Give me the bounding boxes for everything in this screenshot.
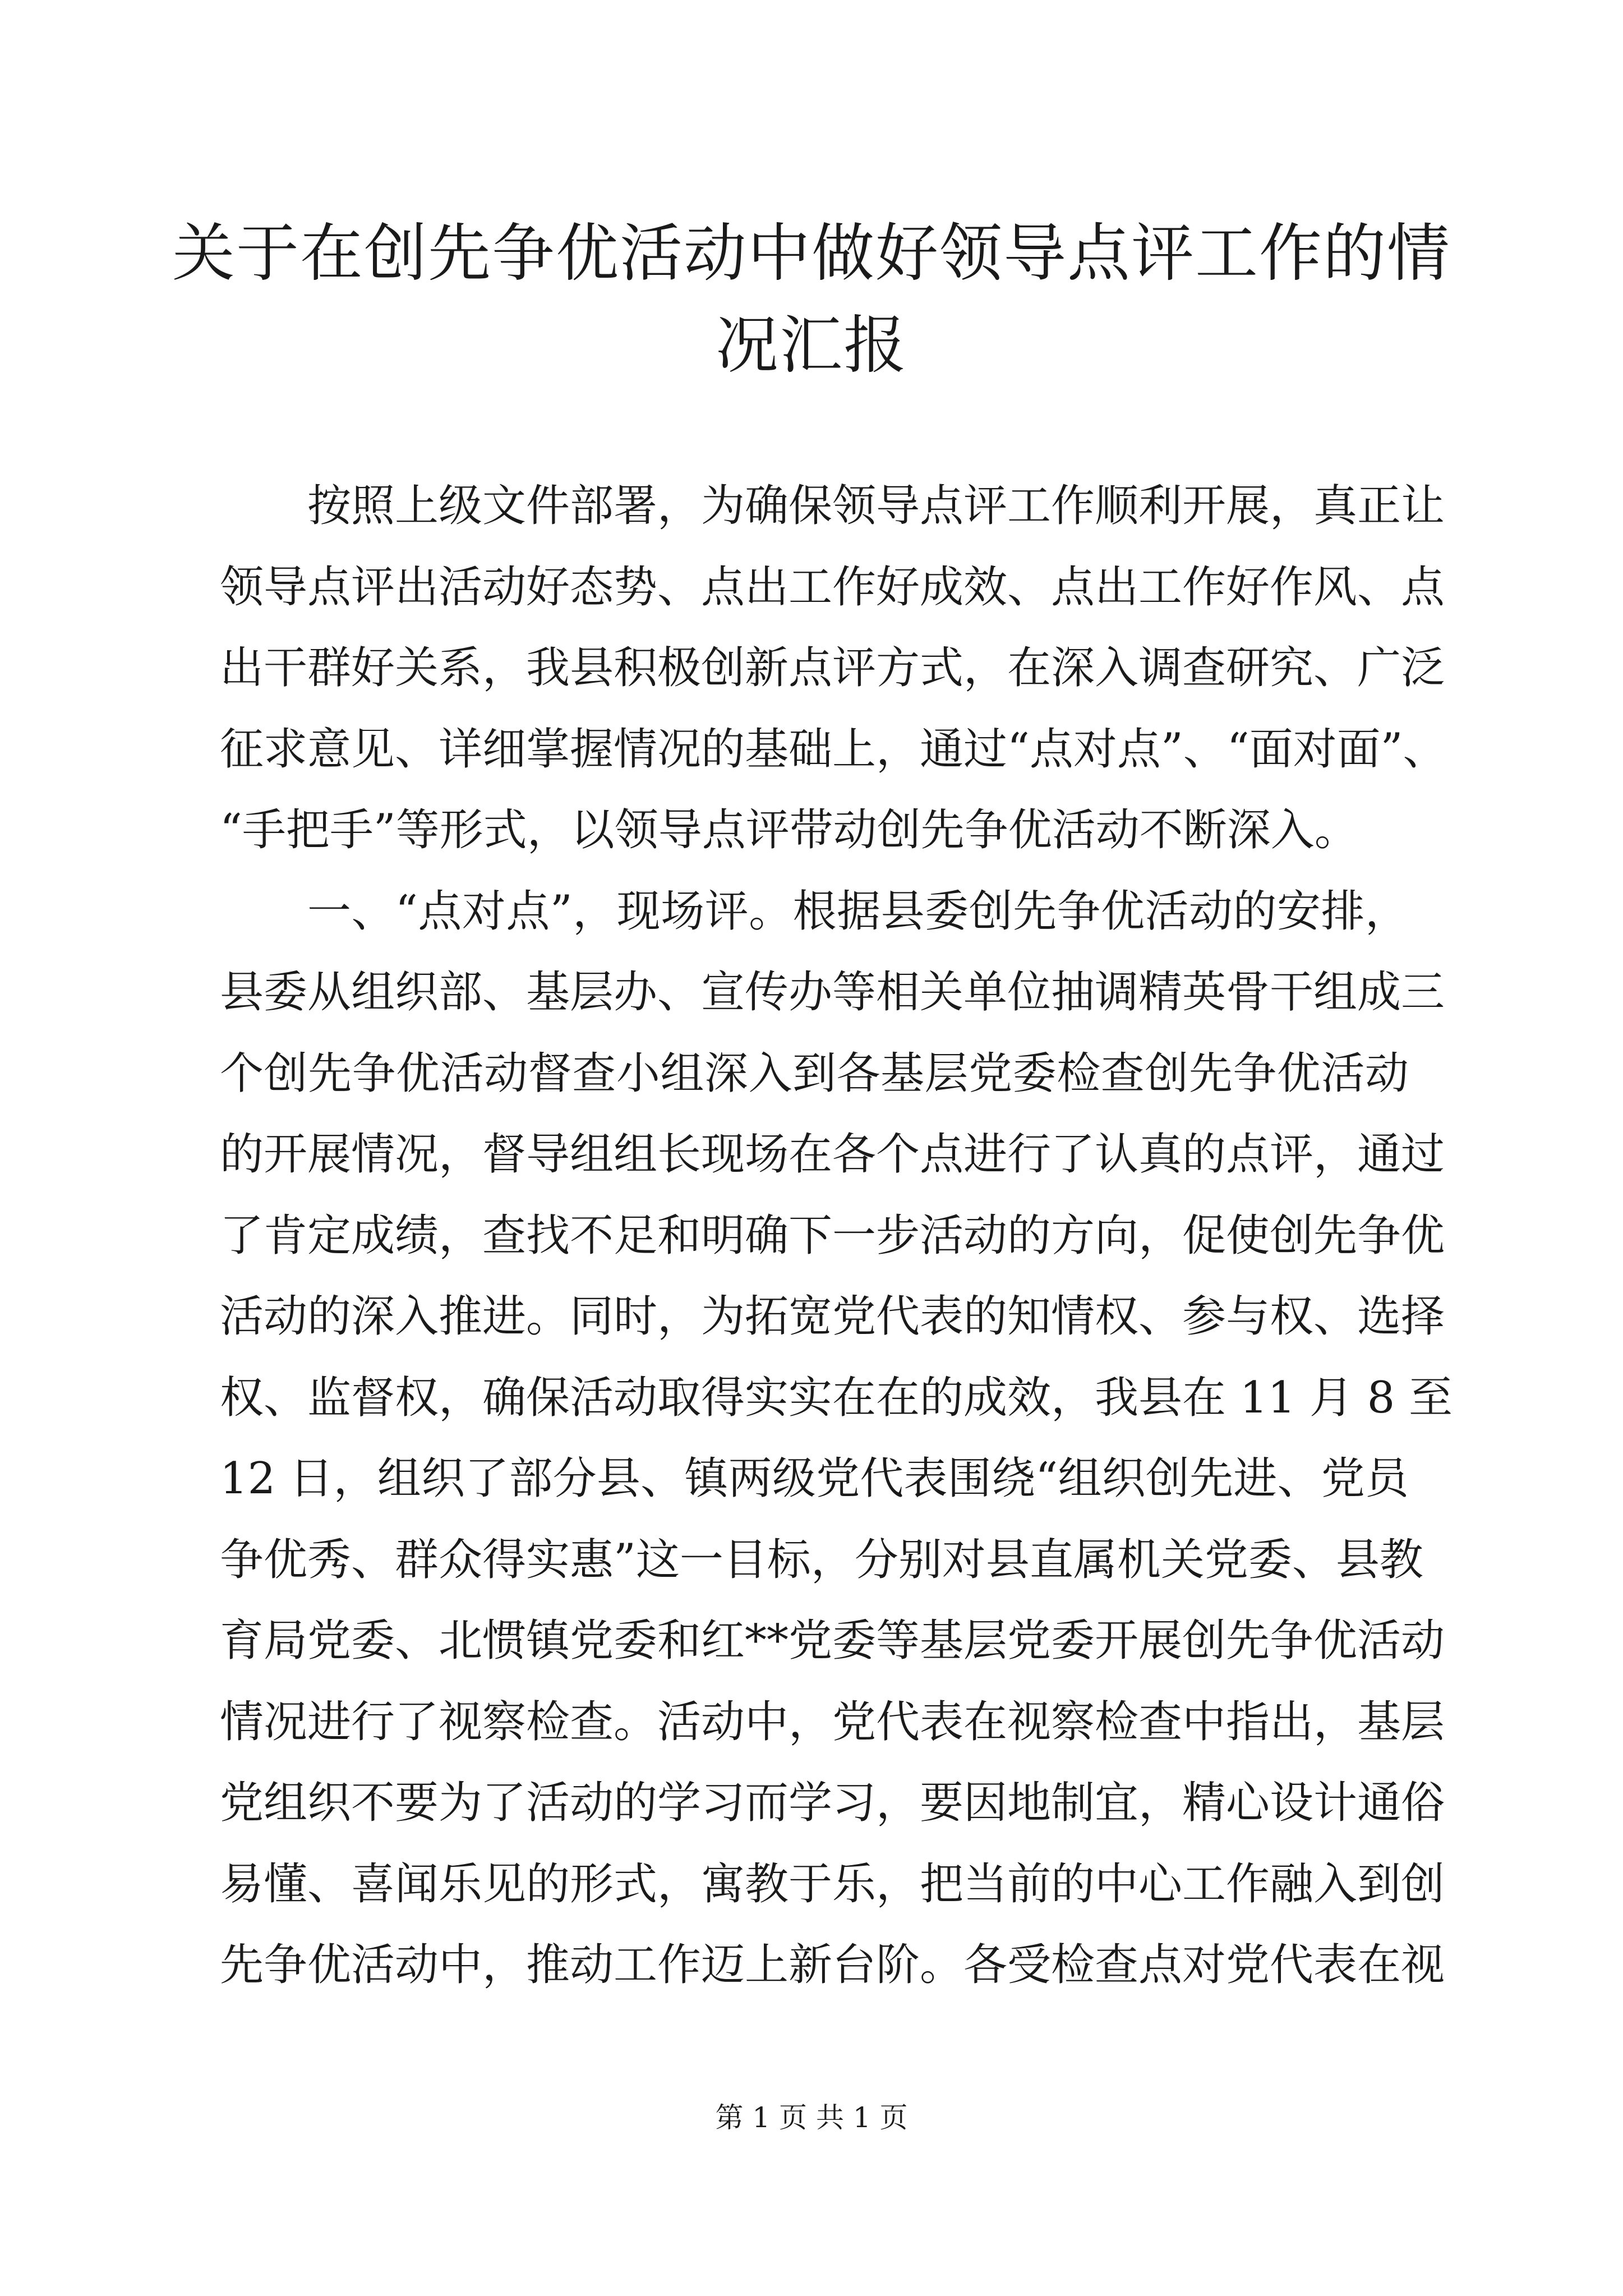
document-title bbox=[168, 208, 1455, 392]
text-line: 党组织不要为了活动的学习而学习，要因地制宜，精心设计通俗 bbox=[220, 1778, 1445, 1828]
text-line: 出干群好关系，我县积极创新点评方式，在深入调查研究、广泛 bbox=[220, 643, 1445, 693]
paragraph-section-one bbox=[220, 871, 1453, 2006]
title-line-2: 况汇报 bbox=[716, 309, 907, 382]
text-line: 县委从组织部、基层办、宣传办等相关单位抽调精英骨干组成三 bbox=[220, 967, 1445, 1018]
page-number-footer: 第 1 页 共 1 页 bbox=[715, 2101, 908, 2134]
document-body bbox=[220, 466, 1453, 2006]
text-line: 权、监督权，确保活动取得实实在在的成效，我县在 11 月 8 至 bbox=[220, 1372, 1453, 1423]
text-line: 征求意见、详细掌握情况的基础上，通过“点对点”、“面对面”、 bbox=[220, 724, 1447, 775]
text-line: 易懂、喜闻乐见的形式，寓教于乐，把当前的中心工作融入到创 bbox=[220, 1858, 1445, 1910]
text-line: 的开展情况，督导组组长现场在各个点进行了认真的点评，通过 bbox=[220, 1129, 1445, 1180]
title-line-1: 关于在创先争优活动中做好领导点评工作的情 bbox=[172, 217, 1451, 290]
text-line: 争优秀、群众得实惠”这一目标，分别对县直属机关党委、县教 bbox=[220, 1534, 1423, 1585]
text-line: 先争优活动中，推动工作迈上新台阶。各受检查点对党代表在视 bbox=[220, 1940, 1445, 1990]
text-line: 活动的深入推进。同时，为拓宽党代表的知情权、参与权、选择 bbox=[220, 1291, 1445, 1342]
text-line: 情况进行了视察检查。活动中，党代表在视察检查中指出，基层 bbox=[220, 1696, 1445, 1747]
text-line: “手把手”等形式，以领导点评带动创先争优活动不断深入。 bbox=[220, 805, 1358, 855]
text-line: 一、“点对点”，现场评。根据县委创先争优活动的安排， bbox=[307, 886, 1409, 937]
paragraph-intro bbox=[220, 466, 1447, 871]
text-line: 个创先争优活动督查小组深入到各基层党委检查创先争优活动 bbox=[220, 1048, 1409, 1099]
text-line: 了肯定成绩，查找不足和明确下一步活动的方向，促使创先争优 bbox=[220, 1210, 1445, 1261]
text-line: 领导点评出活动好态势、点出工作好成效、点出工作好作风、点 bbox=[220, 562, 1445, 613]
text-line: 12 日，组织了部分县、镇两级党代表围绕“组织创先进、党员 bbox=[220, 1453, 1409, 1504]
text-line: 按照上级文件部署，为确保领导点评工作顺利开展，真正让 bbox=[307, 481, 1445, 531]
text-line: 育局党委、北惯镇党委和红**党委等基层党委开展创先争优活动 bbox=[220, 1616, 1445, 1666]
